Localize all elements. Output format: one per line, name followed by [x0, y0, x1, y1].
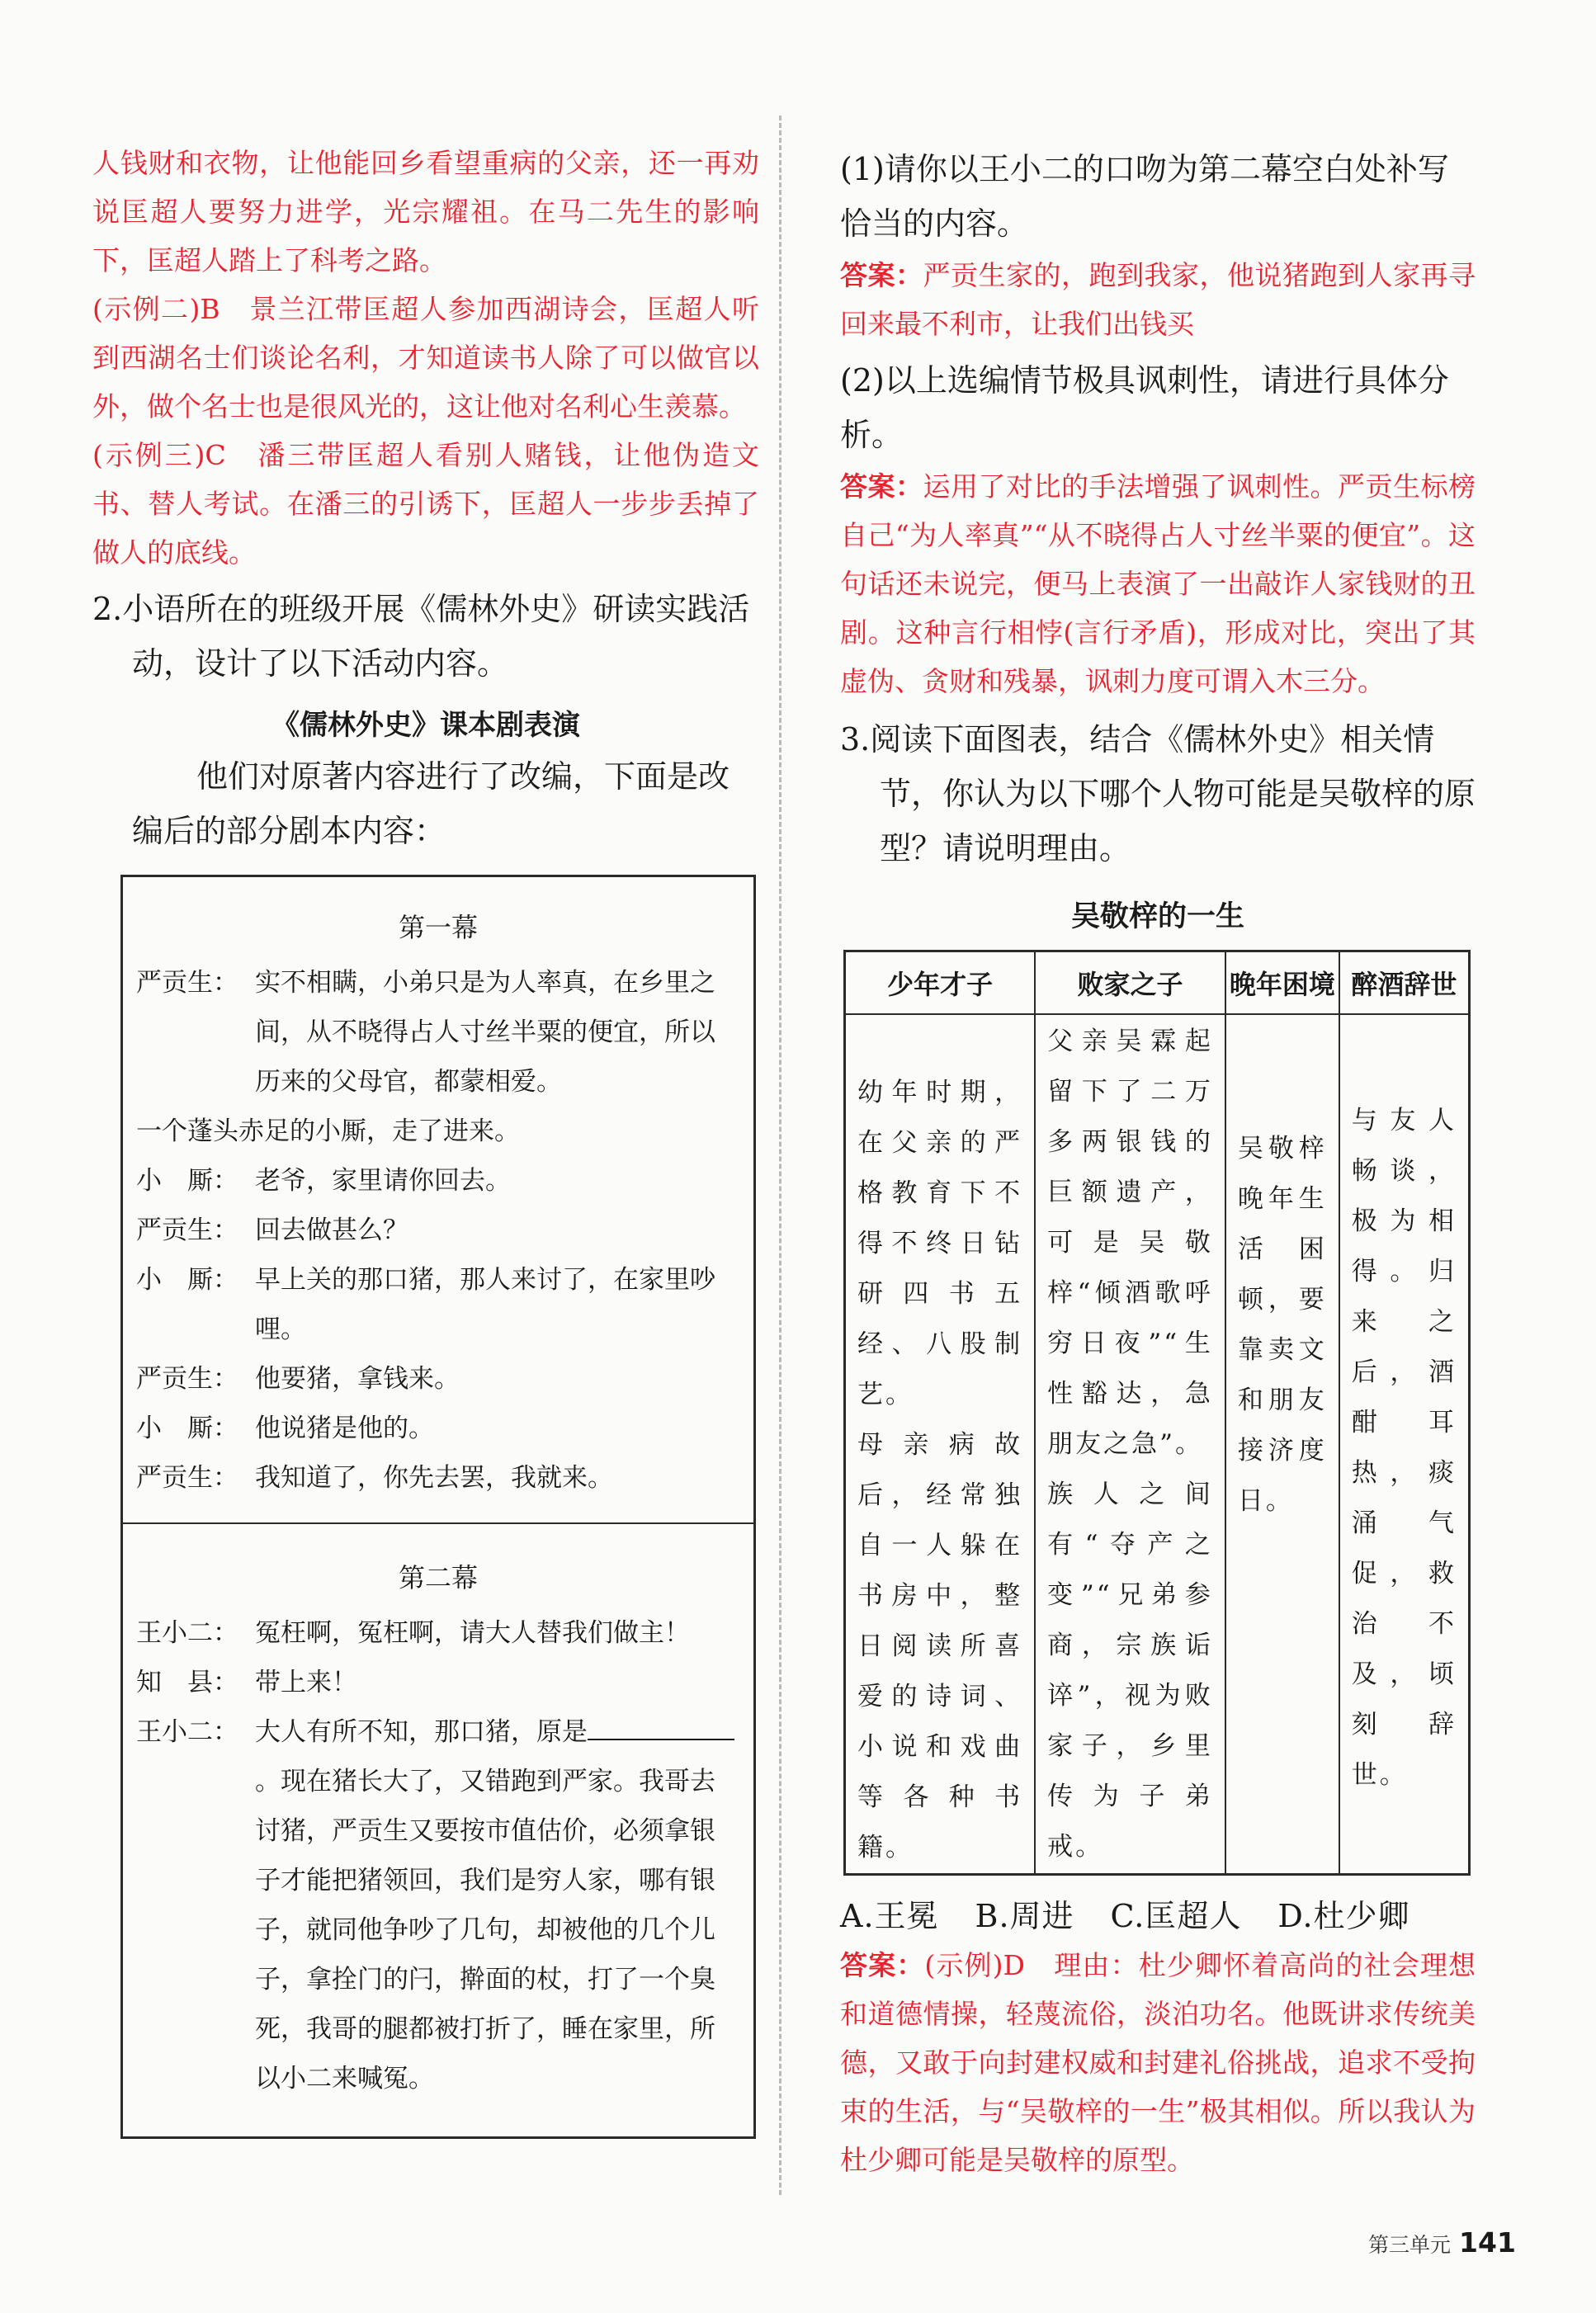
option-b[interactable]: B.周进: [975, 1898, 1074, 1934]
dialogue: 我知道了，你先去罢，我就来。: [255, 1463, 613, 1493]
dialogue: 大人有所不知，那口猪，原是: [255, 1717, 588, 1747]
unit-label: 第三单元: [1368, 2233, 1452, 2257]
act-1: [123, 877, 753, 1522]
answer-3: [840, 1941, 1476, 2184]
answer-text: (示例)D 理由：杜少卿怀着高尚的社会理想和道德情操，轻蔑流俗，淡泊功名。他既讲求传统美德，又敢于向封建权威和封建礼俗挑战，追求不受拘束的生活，与“吴敬梓的一生”极其相似。所以我认为杜少卿可能是吴敬梓的原型。: [840, 1949, 1476, 2176]
act-2: [123, 1522, 753, 2136]
dialogue: 带上来！: [255, 1668, 357, 1697]
column-divider: [779, 116, 781, 2195]
answer-text: 严贡生家的，跑到我家，他说猪跑到人家再寻回来最不利市，让我们出钱买: [840, 259, 1476, 340]
table-cell: [845, 1014, 1036, 1875]
answer-example-2: (示例二)B 景兰江带匡超人参加西湖诗会，匡超人听到西湖名士们谈论名利，才知道读书人除了可以做官以外，做个名士也是很风光的，这让他对名利心生羡慕。: [92, 293, 759, 422]
script-line: [136, 1206, 740, 1255]
question-3-number: 3.: [840, 721, 871, 758]
answer-label: 答案：: [840, 1949, 925, 1981]
option-c[interactable]: C.匡超人: [1110, 1898, 1242, 1934]
script-box: [120, 875, 756, 2139]
speaker: 严贡生：: [136, 1463, 238, 1493]
dialogue: 实不相瞒，小弟只是为人率真，在乡里之间，从不晓得占人寸丝半粟的便宜，所以历来的父母官，都蒙相爱。: [255, 968, 715, 1097]
table-cell: 与友人畅谈，极为相得。归来之后，酒酣耳热，痰涌气促，救治不及，顷刻辞世。: [1339, 1014, 1470, 1875]
activity-intro: 他们对原著内容进行了改编，下面是改编后的部分剧本内容：: [132, 758, 730, 849]
question-2: [92, 582, 759, 691]
script-line: [136, 1404, 740, 1453]
script-line: [136, 1608, 740, 1658]
question-3: [840, 712, 1476, 876]
question-3-text: 阅读下面图表，结合《儒林外史》相关情节，你认为以下哪个人物可能是吴敬梓的原型？请说明理由。: [870, 721, 1476, 866]
life-table: [843, 950, 1471, 1876]
options: [840, 1891, 1476, 1936]
dialogue: 老爷，家里请你回去。: [255, 1166, 511, 1196]
speaker: 知 县：: [136, 1668, 238, 1697]
dialogue: 。现在猪长大了，又错跑到严家。我哥去讨猪，严贡生又要按市值估价，必须拿银子才能把猪领回，我们是穷人家，哪有银子，就同他争吵了几句，却被他的几个儿子，拿拴门的闩，擀面的杖，打了一个臭死，我哥的腿都被打折了，睡在家里，所以小二来喊冤。: [255, 1767, 715, 2094]
speaker: 小 厮：: [136, 1166, 238, 1196]
question-2-text: 小语所在的班级开展《儒林外史》研读实践活动，设计了以下活动内容。: [122, 591, 750, 682]
cell-paragraph: 母亲病故后，经常独自一人躲在书房中，整日阅读所喜爱的诗词、小说和戏曲等各种书籍。: [857, 1430, 1023, 1862]
answer-label: 答案：: [840, 259, 923, 291]
dialogue: 回去做甚么？: [255, 1216, 408, 1245]
table-header: 晚年困境: [1225, 951, 1339, 1015]
script-line: [136, 1354, 740, 1404]
dialogue: 他要猪，拿钱来。: [255, 1364, 460, 1394]
script-line: [136, 958, 740, 1107]
speaker: 王小二：: [136, 1717, 238, 1747]
script-line: [136, 1255, 740, 1354]
table-header: 醉酒辞世: [1339, 951, 1470, 1015]
cell-paragraph: 族人之间有“夺产之变”“兄弟参商，宗族诟谇”，视为败家子，乡里传为子弟戒。: [1047, 1480, 1213, 1862]
question-2-number: 2.: [92, 591, 123, 627]
speaker: 小 厮：: [136, 1414, 238, 1443]
dialogue: 一个蓬头赤足的小厮，走了进来。: [136, 1116, 520, 1146]
table-header: 败家之子: [1035, 951, 1225, 1015]
speaker: 严贡生：: [136, 968, 238, 998]
option-a[interactable]: A.王冕: [840, 1898, 939, 1934]
act-2-title: 第二幕: [398, 1562, 478, 1593]
answer-2-2: [840, 462, 1476, 706]
script-line: [136, 1658, 740, 1707]
cell-paragraph: 父亲吴霖起留下了二万多两银钱的巨额遗产，可是吴敬梓“倾酒歌呼穷日夜”“生性豁达，急朋友之急”。: [1047, 1027, 1213, 1459]
left-column: [92, 139, 759, 2139]
dialogue: 他说猪是他的。: [255, 1414, 434, 1443]
act-1-title: 第一幕: [398, 912, 478, 943]
speaker: 严贡生：: [136, 1216, 238, 1245]
script-line: [136, 1707, 740, 2103]
question-2-2: (2)以上选编情节极具讽刺性，请进行具体分析。: [840, 362, 1449, 453]
table-cell: 吴敬梓晚年生活困顿，要靠卖文和朋友接济度日。: [1225, 1014, 1339, 1875]
question-2-1: (1)请你以王小二的口吻为第二幕空白处补写恰当的内容。: [840, 151, 1449, 242]
speaker: 王小二：: [136, 1618, 238, 1648]
cell-paragraph: 幼年时期，在父亲的严格教育下不得不终日钻研四书五经、八股制艺。: [857, 1078, 1023, 1409]
right-column: [840, 142, 1476, 2184]
script-line: [136, 1156, 740, 1206]
activity-title: 《儒林外史》课本剧表演: [272, 709, 580, 742]
speaker: 严贡生：: [136, 1364, 238, 1394]
dialogue: 早上关的那口猪，那人来讨了，在家里吵哩。: [255, 1265, 715, 1344]
table-cell: [1035, 1014, 1225, 1875]
answer-label: 答案：: [840, 470, 923, 503]
answer-2-1: [840, 251, 1476, 348]
fill-in-blank[interactable]: [588, 1714, 734, 1740]
page-number: 141: [1459, 2226, 1516, 2259]
table-header: 少年才子: [845, 951, 1036, 1015]
speaker: 小 厮：: [136, 1265, 238, 1295]
script-line: [136, 1453, 740, 1503]
page-footer: [1368, 2226, 1516, 2259]
dialogue: 冤枉啊，冤枉啊，请大人替我们做主！: [255, 1618, 690, 1648]
option-d[interactable]: D.杜少卿: [1277, 1898, 1410, 1934]
table-title: 吴敬梓的一生: [1070, 900, 1244, 933]
answer-example-3: (示例三)C 潘三带匡超人看别人赌钱，让他伪造文书、替人考试。在潘三的引诱下，匡超人一步步丢掉了做人的底线。: [92, 439, 759, 569]
answer-text: 运用了对比的手法增强了讽刺性。严贡生标榜自己“为人率真”“从不晓得占人寸丝半粟的便宜”。这句话还未说完，便马上表演了一出敲诈人家钱财的丑剧。这种言行相悖(言行矛盾)，形成对比，突出了其虚伪、贪财和残暴，讽刺力度可谓入木三分。: [840, 470, 1476, 697]
stage-direction: [136, 1107, 740, 1156]
answer-continuation: 人钱财和衣物，让他能回乡看望重病的父亲，还一再劝说匡超人要努力进学，光宗耀祖。在马二先生的影响下，匡超人踏上了科考之路。: [92, 147, 759, 276]
